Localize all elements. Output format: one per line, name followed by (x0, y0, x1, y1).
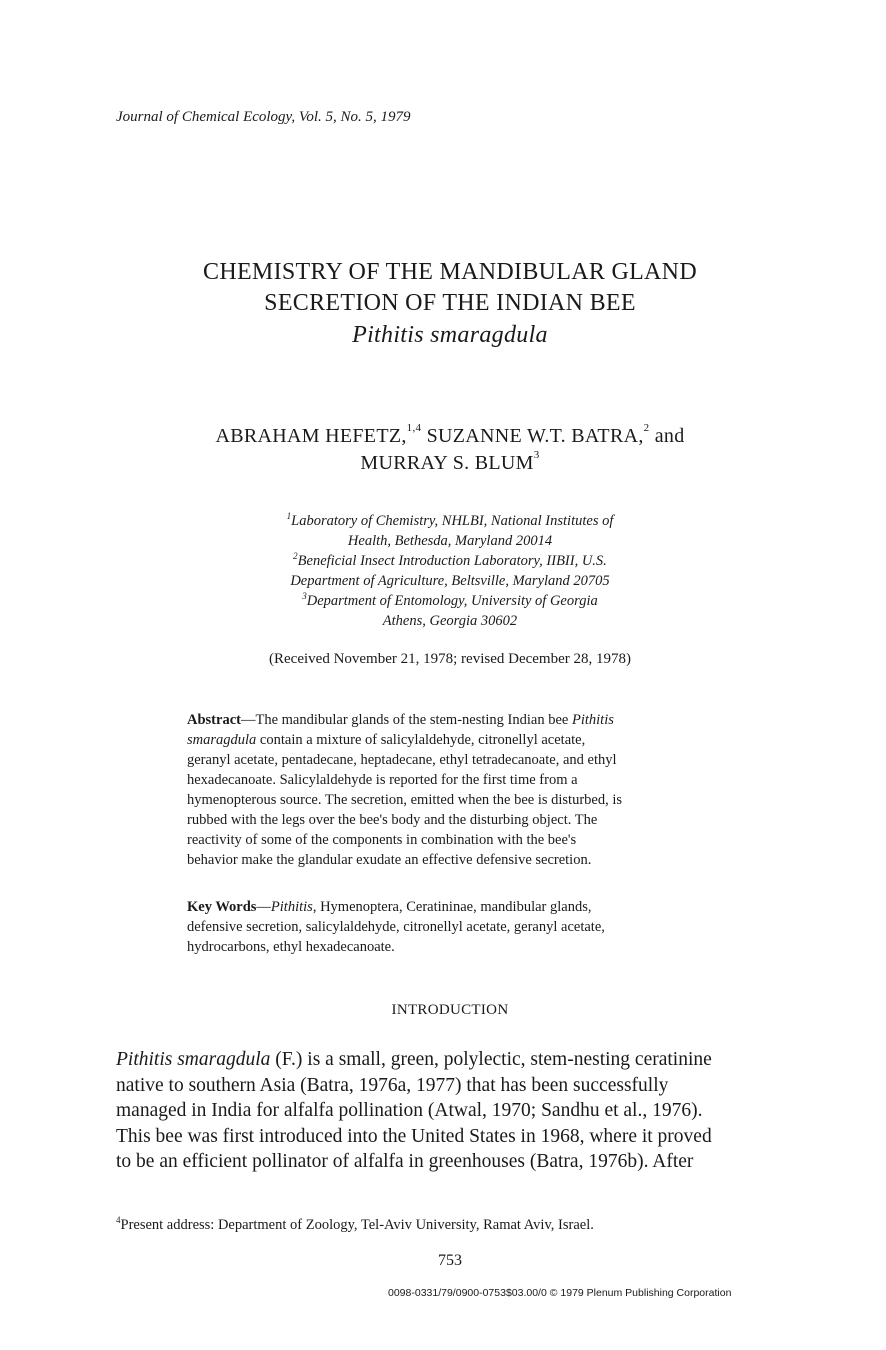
introduction-text (116, 1047, 790, 1175)
abstract-line-7: reactivity of some of the components in combination with the bee's (187, 832, 577, 848)
article-title-species: Pithitis smaragdula (352, 322, 548, 348)
author-hefetz-sup: 1,4 (406, 422, 422, 434)
affiliation-2-line-2: Department of Agriculture, Beltsville, Maryland 20705 (290, 573, 610, 589)
keywords (187, 897, 714, 957)
author-batra-sup: 2 (643, 422, 650, 434)
keywords-line-3: hydrocarbons, ethyl hexadecanoate. (187, 939, 395, 955)
abstract-line-3: geranyl acetate, pentadecane, heptadecane, ethyl tetradecanoate, and ethyl (187, 752, 617, 768)
abstract-label: Abstract (187, 712, 241, 728)
abstract-line-6: rubbed with the legs over the bee's body and the disturbing object. The (187, 812, 598, 828)
intro-line-2: native to southern Asia (Batra, 1976a, 1977) that has been successfully (116, 1074, 669, 1096)
affiliation-3-line-2: Athens, Georgia 30602 (382, 613, 518, 629)
affiliation-1-text: Laboratory of Chemistry, NHLBI, National Institutes of (291, 513, 614, 529)
intro-line-3: managed in India for alfalfa pollination (Atwal, 1970; Sandhu et al., 1976). (116, 1100, 703, 1121)
keywords-line-2: defensive secretion, salicylaldehyde, citronellyl acetate, geranyl acetate, (187, 919, 605, 935)
affiliation-3-line-1 (0, 593, 886, 610)
intro-line-4: This bee was first introduced into the United States in 1968, where it proved (116, 1125, 712, 1147)
affiliation-2-text: Beneficial Insect Introduction Laboratory, IIBII, U.S. (297, 553, 607, 569)
affiliation-2-sup: 2 (293, 551, 298, 561)
intro-species-name: Pithitis smaragdula (116, 1049, 271, 1070)
intro-line-5: to be an efficient pollinator of alfalfa in greenhouses (Batra, 1976b). After (116, 1151, 694, 1172)
affiliation-1-line-1 (0, 513, 886, 530)
abstract-species: smaragdula (187, 732, 257, 748)
abstract-line-5: hymenopterous source. The secretion, emitted when the bee is disturbed, is (187, 792, 623, 808)
keywords-label: Key Words (187, 899, 257, 915)
footnote-sup: 4 (116, 1215, 121, 1225)
article-title-line-1: CHEMISTRY OF THE MANDIBULAR GLAND (203, 259, 697, 285)
author-blum-sup: 3 (533, 449, 540, 461)
intro-line-1: Pithitis smaragdula (F.) is a small, green, polylectic, stem-nesting ceratinine (116, 1049, 712, 1070)
received-dates: (Received November 21, 1978; revised December 28, 1978) (269, 651, 631, 667)
copyright-line: 0098-0331/79/0900-0753$03.00/0 © 1979 Plenum Publishing Corporation (388, 1287, 732, 1299)
affiliation-3-sup: 3 (302, 591, 307, 601)
keywords-line-1: Key Words—Pithitis, Hymenoptera, Ceratininae, mandibular glands, (187, 899, 592, 915)
footnote (116, 1217, 594, 1234)
affiliation-1-line-2: Health, Bethesda, Maryland 20014 (347, 533, 553, 549)
page-number: 753 (438, 1252, 462, 1269)
author-batra: SUZANNE W.T. BATRA, (421, 425, 644, 447)
keywords-genus: Pithitis (270, 899, 313, 915)
abstract-line-1: Abstract—The mandibular glands of the stem-nesting Indian bee Pithitis (187, 712, 614, 728)
section-heading-introduction: INTRODUCTION (391, 1002, 509, 1018)
footnote-text: Present address: Department of Zoology, Tel-Aviv University, Ramat Aviv, Israel. (120, 1217, 594, 1233)
abstract-line-2: smaragdula contain a mixture of salicylaldehyde, citronellyl acetate, (187, 732, 586, 748)
article-title-line-2: SECRETION OF THE INDIAN BEE (264, 290, 636, 316)
journal-citation: Journal of Chemical Ecology, Vol. 5, No. 5, 1979 (116, 109, 411, 125)
author-hefetz: ABRAHAM HEFETZ, (215, 425, 407, 447)
abstract (187, 710, 714, 870)
abstract-genus: Pithitis (571, 712, 614, 728)
affiliation-3-text: Department of Entomology, University of Georgia (306, 593, 598, 609)
affiliation-2-line-1 (0, 553, 886, 570)
affiliation-1-sup: 1 (286, 511, 292, 521)
author-blum: MURRAY S. BLUM (360, 452, 534, 474)
abstract-line-4: hexadecanoate. Salicylaldehyde is reported for the first time from a (187, 772, 578, 788)
authors-line-1 (0, 422, 886, 448)
abstract-line-8: behavior make the glandular exudate an effective defensive secretion. (187, 852, 592, 868)
authors-and: and (649, 425, 685, 447)
authors-line-2 (0, 449, 886, 475)
